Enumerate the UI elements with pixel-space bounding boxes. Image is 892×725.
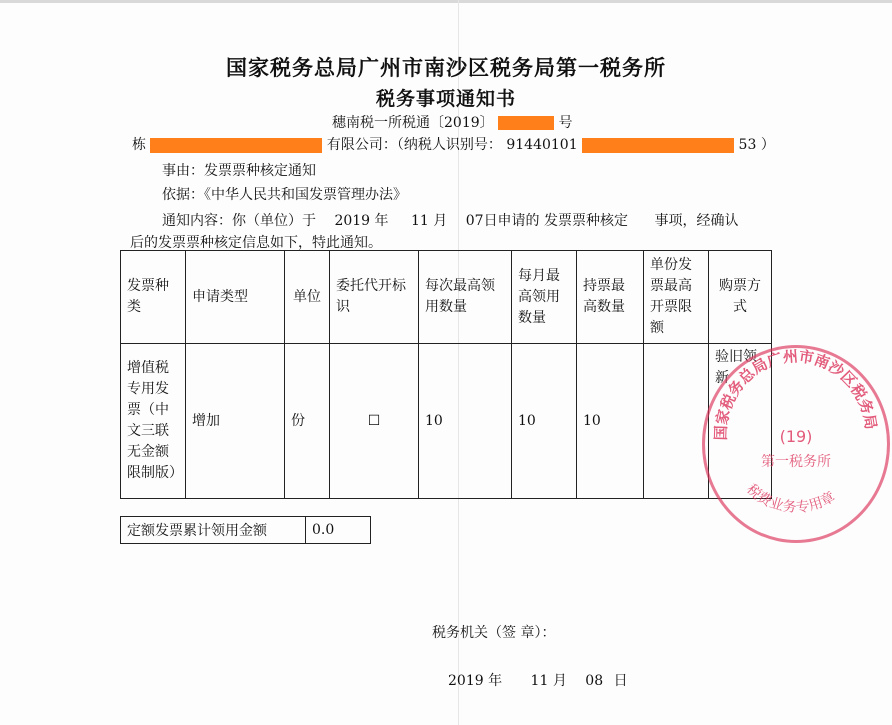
issue-year-unit: 年 (488, 673, 503, 689)
header-unit: 单位 (285, 251, 330, 344)
quota-sum-table (120, 516, 371, 544)
cell-application-type: 增加 (186, 344, 285, 499)
recipient-close: ） (760, 137, 775, 153)
cell-max-amount (644, 344, 709, 499)
issue-day: 08 (585, 673, 604, 689)
notice-line-1 (162, 210, 738, 230)
official-seal-stamp (702, 345, 890, 543)
recipient-company-suffix: 有限公司：（纳税人识别号： (326, 137, 502, 153)
table-header-row (121, 251, 772, 344)
notice-confirm: 事项，经确认 (654, 213, 739, 229)
header-max-held: 持票最高数量 (577, 251, 644, 344)
issuing-authority-title: 国家税务总局广州市南沙区税务局第一税务所 (226, 55, 666, 80)
header-purchase-method: 购票方式 (709, 251, 772, 344)
issue-day-unit: 日 (613, 673, 628, 689)
header-max-per-month: 每月最高领用数量 (512, 251, 577, 344)
recipient-prefix: 栋 (132, 137, 146, 153)
cell-purchase-method: 验旧领新 (709, 344, 772, 499)
matter-line: 事由：发票票种核定通知 (162, 163, 316, 179)
table-row (121, 344, 772, 499)
redaction-mark (150, 138, 322, 153)
header-max-per-time: 每次最高领用数量 (419, 251, 512, 344)
cell-max-held: 10 (577, 344, 644, 499)
tax-id-visible: 91440101 (506, 137, 578, 153)
seal-inner-text: 第一税务所 (761, 454, 831, 470)
month-unit: 月 (433, 213, 448, 229)
apply-month: 11 (411, 213, 429, 229)
basis-line: 依据：《中华人民共和国发票管理办法》 (162, 187, 407, 203)
table-row (121, 517, 371, 544)
seal-bottom-text: 税费业务专用章 (743, 481, 838, 516)
issue-date (448, 670, 628, 690)
quota-sum-value: 0.0 (306, 517, 371, 544)
header-invoice-type: 发票种类 (121, 251, 186, 344)
apply-day: 07 (465, 213, 484, 229)
document-title: 税务事项通知书 (375, 88, 516, 110)
cell-invoice-type: 增值税专用发票（中文三联无金额限制版） (121, 344, 186, 499)
year-unit: 年 (374, 213, 389, 229)
notice-line-2: 后的发票票种核定信息如下，特此通知。 (130, 235, 382, 251)
doc-no-prefix: 穗南税一所税通〔2019〕 (332, 115, 494, 131)
seal-graphic (705, 348, 887, 540)
quota-sum-label: 定额发票累计领用金额 (121, 517, 306, 544)
seal-outer-text: 国家税务总局广州市南沙区税务局 (711, 348, 880, 441)
redaction-mark (498, 116, 554, 130)
issue-month: 11 (530, 673, 549, 689)
top-border (0, 0, 892, 3)
cell-unit: 份 (285, 344, 330, 499)
tax-id-tail: 53 (738, 137, 757, 153)
cell-entrusted-checkbox: ☐ (330, 344, 419, 499)
cell-max-per-time: 10 (419, 344, 512, 499)
authority-signature-label: 税务机关（签 章）： (432, 625, 556, 641)
redaction-mark (582, 138, 734, 153)
header-entrusted-flag: 委托代开标识 (330, 251, 419, 344)
issue-year: 2019 (448, 673, 484, 689)
header-application-type: 申请类型 (186, 251, 285, 344)
notice-text: 通知内容：你（单位）于 (162, 213, 316, 229)
doc-no-suffix: 号 (558, 115, 573, 131)
recipient-line (132, 134, 775, 154)
header-max-amount: 单份发票最高开票限额 (644, 251, 709, 344)
document-number (332, 112, 573, 132)
seal-number: (19) (779, 427, 813, 446)
cell-max-per-month: 10 (512, 344, 577, 499)
apply-year: 2019 (334, 213, 371, 229)
invoice-type-table (120, 250, 772, 499)
issue-month-unit: 月 (552, 673, 567, 689)
notice-matter: 日申请的 发票票种核定 (483, 213, 629, 229)
